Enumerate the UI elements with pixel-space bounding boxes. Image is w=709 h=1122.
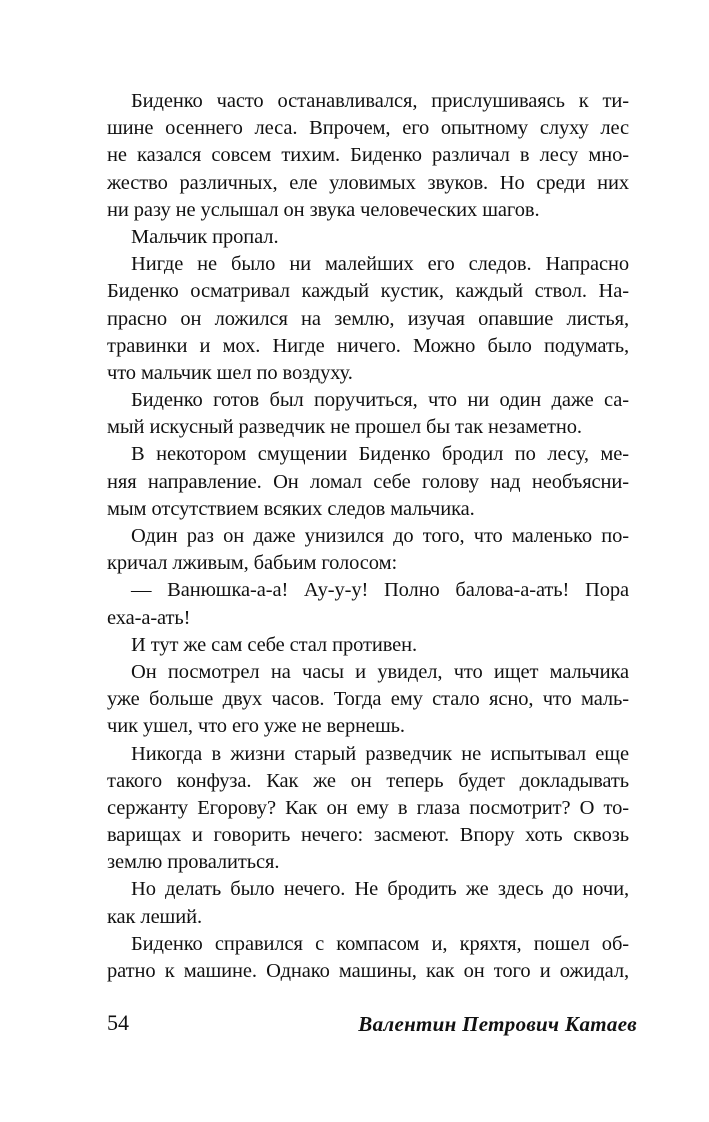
text-line: Биденко справился с компасом и, кряхтя, пошел об- [131, 932, 629, 955]
text-line: мым отсутствием всяких следов мальчика. [107, 497, 475, 520]
text-line: Но делать было нечего. Не бродить же здесь до ночи, [131, 878, 629, 901]
text-line: жество различных, еле уловимых звуков. Но среди них [107, 171, 629, 194]
text-line: Биденко осматривал каждый кустик, каждый ствол. На- [107, 280, 629, 303]
running-footer-author: Валентин Петрович Катаев [358, 1012, 637, 1036]
text-line: Нигде не было ни малейших его следов. Напрасно [131, 253, 629, 276]
text-line: Он посмотрел на часы и увидел, что ищет мальчика [131, 660, 629, 683]
text-line: что мальчик шел по воздуху. [107, 361, 353, 384]
text-line: няя направление. Он ломал себе голову над необъясни- [107, 470, 629, 493]
text-line: варищах и говорить нечего: засмеют. Впору хоть сквозь [107, 824, 629, 847]
text-line: еха-а-ать! [107, 606, 191, 629]
body-text [107, 88, 629, 985]
text-line: как леший. [107, 905, 203, 928]
text-line: И тут же сам себе стал противен. [131, 633, 418, 656]
text-line: Мальчик пропал. [131, 225, 279, 248]
text-line: ни разу не услышал он звука человеческих шагов. [107, 198, 540, 221]
text-line: Никогда в жизни старый разведчик не испытывал еще [131, 742, 629, 765]
text-line: — Ванюшка-а-а! Ау-у-у! Полно балова-а-ать! Пора [131, 579, 629, 602]
text-line: травинки и мох. Нигде ничего. Можно было подумать, [107, 334, 629, 357]
text-line: землю провалиться. [107, 851, 280, 874]
text-line: чик ушел, что его уже не вернешь. [107, 715, 405, 738]
text-line: шине осеннего леса. Впрочем, его опытному слуху лес [107, 117, 629, 140]
text-line: кричал лживым, бабьим голосом: [107, 552, 398, 575]
text-line: ратно к машине. Однако машины, как он того и ожидал, [107, 960, 629, 982]
text-line: такого конфуза. Как же он теперь будет докладывать [107, 769, 629, 792]
page-number: 54 [107, 1010, 129, 1035]
text-line: уже больше двух часов. Тогда ему стало ясно, что маль- [107, 688, 629, 711]
text-line: Один раз он даже унизился до того, что маленько по- [131, 525, 629, 547]
text-line: Биденко готов был поручиться, что ни один даже са- [131, 389, 629, 412]
text-line: Биденко часто останавливался, прислушиваясь к ти- [131, 90, 629, 112]
text-line: сержанту Егорову? Как он ему в глаза посмотрит? О то- [107, 796, 629, 819]
text-line: мый искусный разведчик не прошел бы так незаметно. [107, 416, 582, 439]
text-line: не казался совсем тихим. Биденко различал в лесу мно- [107, 144, 629, 167]
text-line: В некотором смущении Биденко бродил по лесу, ме- [131, 443, 629, 466]
text-line: прасно он ложился на землю, изучая опавшие листья, [107, 307, 629, 330]
page-footer [107, 1010, 637, 1040]
